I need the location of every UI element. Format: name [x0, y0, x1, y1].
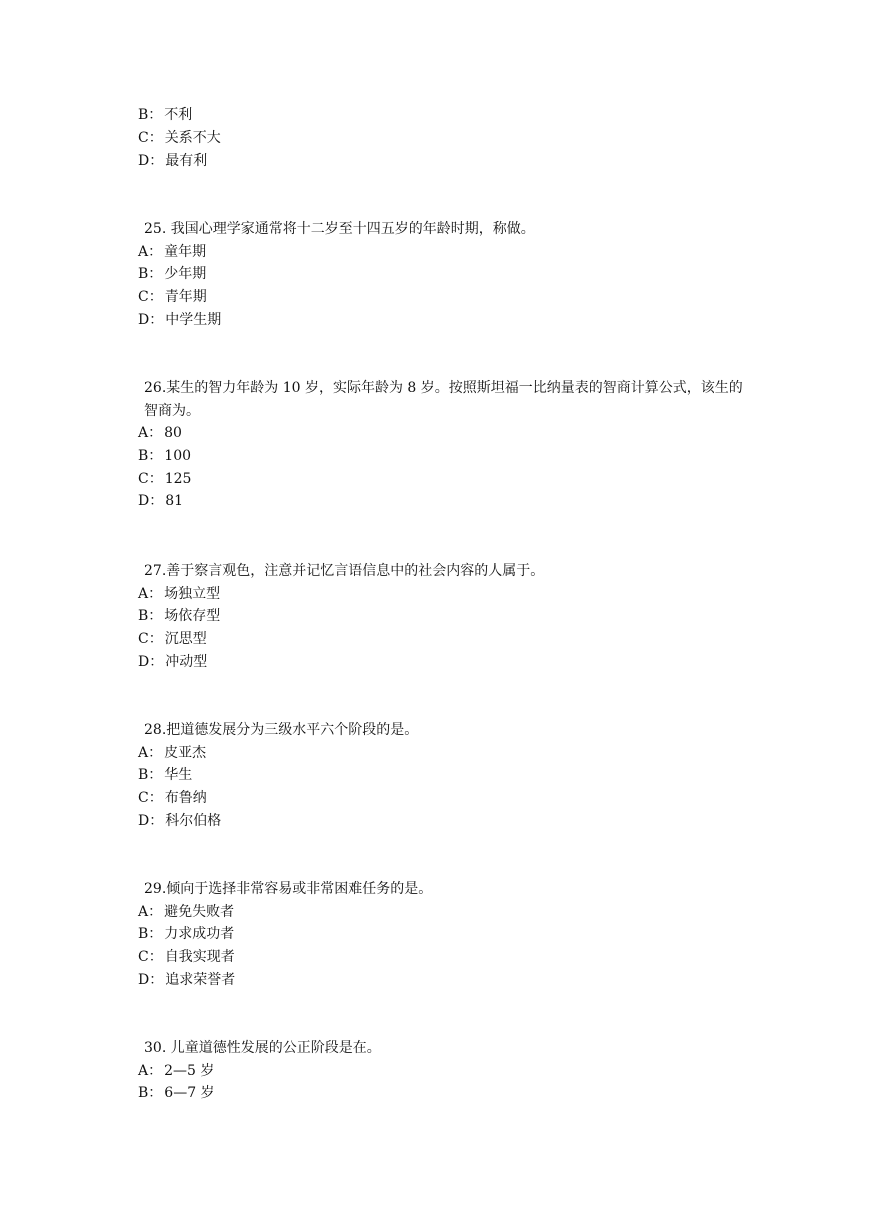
question-text: 26.某生的智力年龄为 10 岁，实际年龄为 8 岁。按照斯坦福一比纳量表的智商计算公式，该生的智商为。 — [144, 380, 743, 419]
option-a: A： 场独立型 — [138, 585, 221, 602]
option-d: D： 冲动型 — [138, 653, 208, 670]
option-b: B： 不利 — [138, 107, 193, 123]
option-c: C： 沉思型 — [138, 631, 207, 648]
option-a: A： 童年期 — [138, 243, 207, 260]
option-b: B： 华生 — [138, 767, 193, 784]
option-a: A： 80 — [138, 425, 182, 441]
option-d: D： 中学生期 — [138, 311, 222, 328]
question-text: 29.倾向于选择非常容易或非常困难任务的是。 — [144, 881, 433, 897]
option-b: B： 少年期 — [138, 266, 207, 283]
option-c: C： 自我实现者 — [138, 949, 235, 966]
option-d: D： 科尔伯格 — [138, 812, 222, 829]
question-26 — [0, 377, 869, 513]
option-c: C： 布鲁纳 — [138, 790, 207, 807]
question-29 — [0, 878, 869, 992]
option-c: C： 125 — [138, 470, 192, 487]
option-c: C： 青年期 — [138, 289, 207, 306]
question-text: 25. 我国心理学家通常将十二岁至十四五岁的年龄时期，称做。 — [144, 221, 535, 237]
question-30 — [0, 1037, 869, 1105]
question-24-continued — [0, 104, 869, 172]
question-25 — [0, 218, 869, 332]
option-b: B： 力求成功者 — [138, 926, 235, 943]
option-a: A： 2—5 岁 — [138, 1062, 215, 1079]
question-text: 30. 儿童道德性发展的公正阶段是在。 — [144, 1040, 381, 1056]
option-a: A： 避免失败者 — [138, 903, 235, 920]
question-text: 27.善于察言观色，注意并记忆言语信息中的社会内容的人属于。 — [144, 563, 545, 579]
option-a: A： 皮亚杰 — [138, 744, 207, 761]
question-28 — [0, 719, 869, 833]
option-c: C： 关系不大 — [138, 129, 221, 146]
option-b: B： 场依存型 — [138, 608, 221, 625]
question-27 — [0, 560, 869, 674]
option-d: D： 最有利 — [138, 152, 208, 169]
question-text: 28.把道德发展分为三级水平六个阶段的是。 — [144, 722, 419, 738]
option-b: B： 6—7 岁 — [138, 1085, 215, 1102]
option-d: D： 81 — [138, 493, 184, 510]
option-d: D： 追求荣誉者 — [138, 971, 236, 988]
option-b: B： 100 — [138, 447, 192, 464]
